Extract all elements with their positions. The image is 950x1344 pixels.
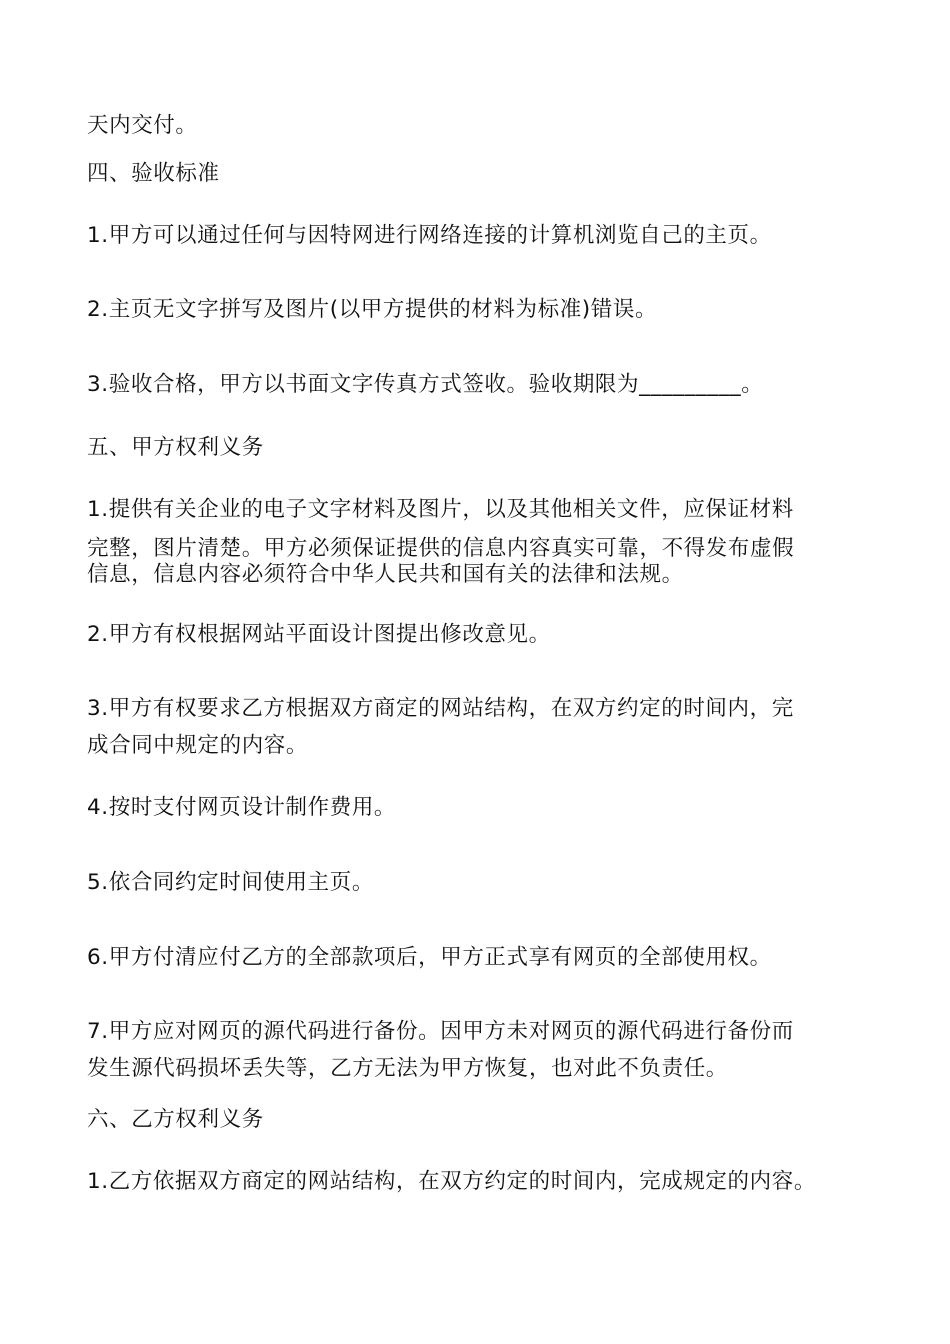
section-heading: 五、甲方权利义务 [87,435,264,460]
text-line: 2.甲方有权根据网站平面设计图提出修改意见。 [87,622,551,647]
section-heading: 六、乙方权利义务 [87,1107,264,1132]
text-line: 天内交付。 [87,113,198,138]
text-line: 发生源代码损坏丢失等，乙方无法为甲方恢复，也对此不负责任。 [87,1056,728,1081]
text-line: 成合同中规定的内容。 [87,733,309,758]
text-line: 5.依合同约定时间使用主页。 [87,870,374,895]
text-line: 2.主页无文字拼写及图片(以甲方提供的材料为标准)错误。 [87,297,658,322]
text-line: 完整，图片清楚。甲方必须保证提供的信息内容真实可靠，不得发布虚假 [87,536,795,561]
text-line: 3.验收合格，甲方以书面文字传真方式签收。验收期限为_________。 [87,372,764,397]
text-line: 6.甲方付清应付乙方的全部款项后，甲方正式享有网页的全部使用权。 [87,945,772,970]
section-heading: 四、验收标准 [87,161,220,186]
text-line: 1.乙方依据双方商定的网站结构，在双方约定的时间内，完成规定的内容。 [87,1169,816,1194]
text-line: 1.提供有关企业的电子文字材料及图片，以及其他相关文件，应保证材料 [87,497,794,522]
text-line: 7.甲方应对网页的源代码进行备份。因甲方未对网页的源代码进行备份而 [87,1019,794,1044]
text-line: 3.甲方有权要求乙方根据双方商定的网站结构，在双方约定的时间内，完 [87,696,794,721]
text-line: 4.按时支付网页设计制作费用。 [87,795,397,820]
text-line: 信息，信息内容必须符合中华人民共和国有关的法律和法规。 [87,562,684,587]
text-line: 1.甲方可以通过任何与因特网进行网络连接的计算机浏览自己的主页。 [87,223,772,248]
